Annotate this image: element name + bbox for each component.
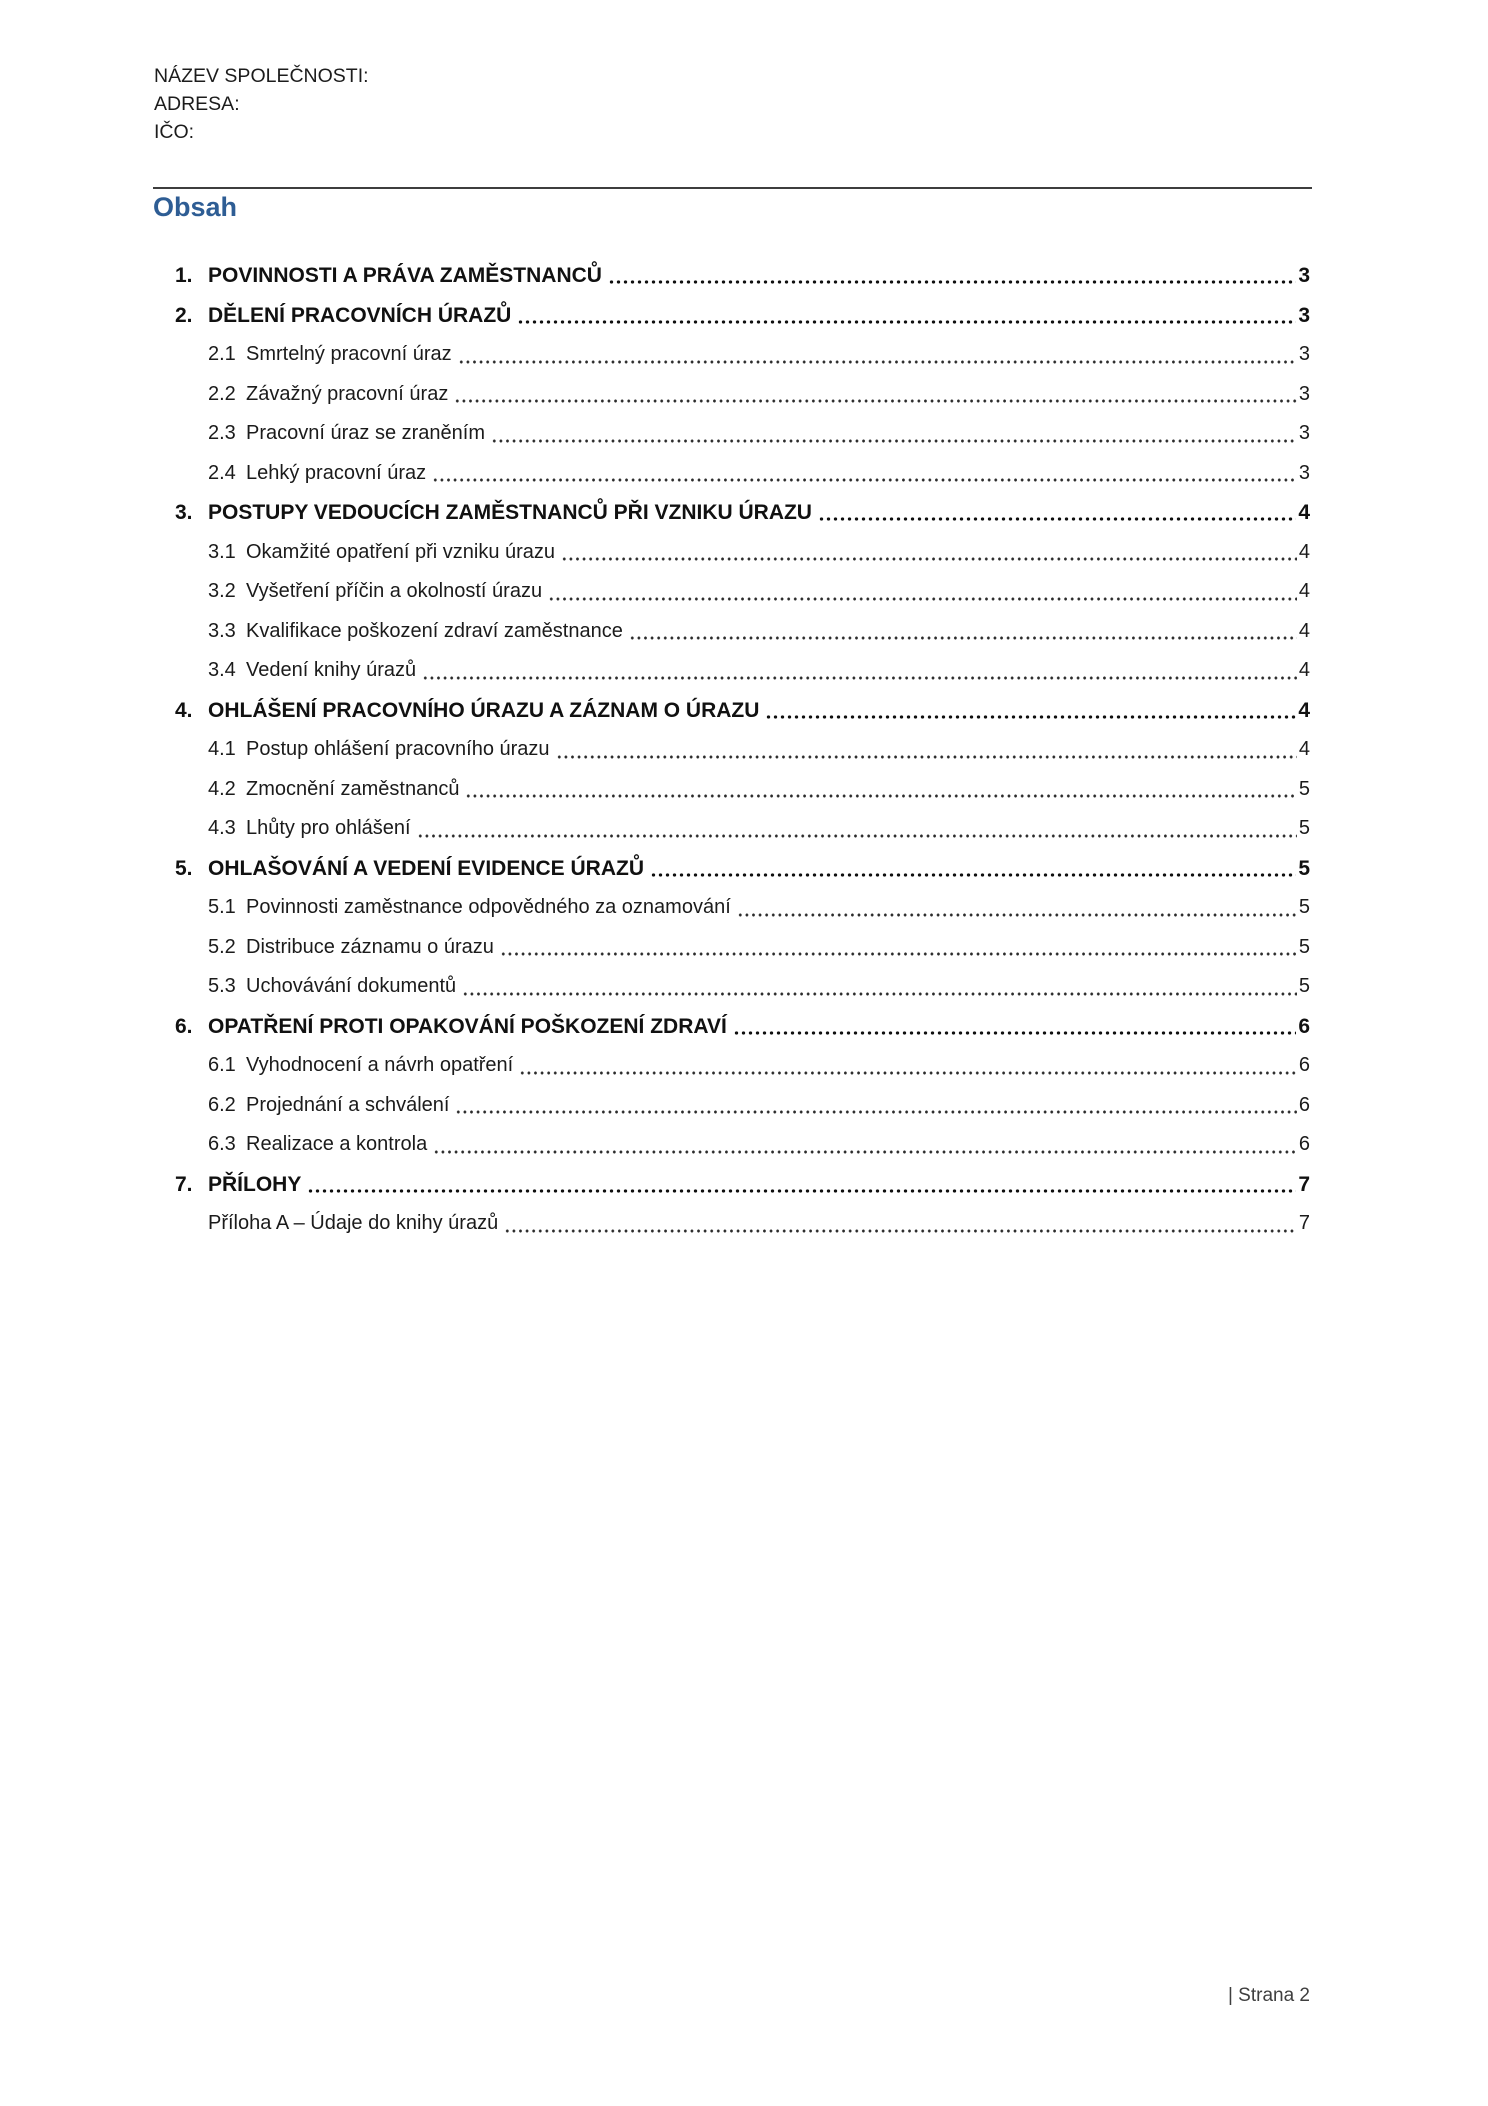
toc-entry (208, 414, 1310, 454)
toc-leader-dots (517, 296, 1296, 325)
toc-entry-label: Vyhodnocení a návrh opatření (246, 1054, 514, 1076)
toc-entry-number: 2.1 (208, 343, 236, 365)
toc-leader-dots (818, 493, 1296, 522)
toc-leader-dots (433, 1125, 1297, 1154)
toc-entry (208, 375, 1310, 415)
toc-entry-number: 2.3 (208, 422, 236, 444)
toc-entry-page: 5 (1298, 817, 1310, 839)
toc-entry-label: DĚLENÍ PRACOVNÍCH ÚRAZŮ (208, 303, 512, 327)
toc-entry-number: 5.3 (208, 975, 236, 997)
toc-entry-page: 3 (1298, 303, 1310, 327)
toc-entry (175, 849, 1310, 889)
toc-entry-label: Realizace a kontrola (246, 1133, 428, 1155)
toc-leader-dots (556, 730, 1297, 759)
toc-entry-number: 5. (175, 856, 193, 880)
toc-entry-label: PŘÍLOHY (208, 1172, 302, 1196)
toc-entry-page: 5 (1298, 935, 1310, 958)
toc-entry-page: 6 (1298, 1133, 1310, 1155)
toc-entry-label: Pracovní úraz se zraněním (246, 422, 485, 444)
toc-entry-number: 3. (175, 501, 193, 524)
toc-entry-page: 4 (1298, 659, 1310, 681)
toc-entry-number: 2. (175, 303, 193, 327)
toc-entry-label: Povinnosti zaměstnance odpovědného za oznamování (246, 896, 731, 918)
toc-entry-number: 4.2 (208, 777, 236, 800)
toc-entry-label: Postup ohlášení pracovního úrazu (246, 738, 550, 760)
toc-entry (208, 454, 1310, 494)
toc-entry-number: 4. (175, 698, 193, 722)
toc-entry-page: 5 (1298, 777, 1310, 800)
toc-entry-page: 3 (1298, 264, 1310, 287)
toc-entry-label: Kvalifikace poškození zdraví zaměstnance (246, 619, 623, 642)
toc-entry-label: Zmocnění zaměstnanců (246, 777, 460, 800)
toc-entry (175, 691, 1310, 731)
toc-entry-page: 7 (1298, 1172, 1310, 1196)
toc-leader-dots (737, 888, 1297, 917)
toc-entry-page: 5 (1298, 896, 1310, 918)
toc-entry (208, 809, 1310, 849)
toc-entry-number: 2.4 (208, 461, 236, 484)
toc-entry-number: 5.1 (208, 896, 236, 918)
toc-entry-page: 4 (1298, 738, 1310, 760)
toc-leader-dots (561, 533, 1297, 562)
toc-leader-dots (422, 651, 1297, 680)
toc-entry-label: Projednání a schválení (246, 1093, 450, 1116)
toc-entry (208, 612, 1310, 652)
toc-entry-page: 6 (1298, 1054, 1310, 1076)
toc-entry-label: POVINNOSTI A PRÁVA ZAMĚSTNANCŮ (208, 264, 602, 287)
toc-entry (208, 572, 1310, 612)
toc-entry-page: 3 (1298, 343, 1310, 365)
toc-entry-page: 4 (1298, 698, 1310, 722)
toc-entry (208, 928, 1310, 968)
toc-entry-label: OPATŘENÍ PROTI OPAKOVÁNÍ POŠKOZENÍ ZDRAVÍ (208, 1014, 727, 1038)
toc-entry-number: 5.2 (208, 935, 236, 958)
toc-leader-dots (765, 691, 1296, 720)
toc-entry (208, 651, 1310, 691)
toc-leader-dots (432, 454, 1297, 483)
toc-entry (208, 335, 1310, 375)
toc-entry-number: 3.4 (208, 659, 236, 681)
toc-entry (208, 770, 1310, 810)
toc-entry-label: OHLÁŠENÍ PRACOVNÍHO ÚRAZU A ZÁZNAM O ÚRAZU (208, 698, 760, 722)
toc-entry-page: 4 (1298, 619, 1310, 642)
toc-entry (208, 730, 1310, 770)
toc-entry-label: Závažný pracovní úraz (246, 382, 449, 405)
toc-entry-label: Uchovávání dokumentů (246, 975, 457, 997)
toc-entry-number: 6. (175, 1014, 193, 1038)
toc-entry-number: 2.2 (208, 382, 236, 405)
toc-entry-page: 7 (1298, 1212, 1310, 1234)
toc-leader-dots (458, 335, 1297, 364)
toc-entry (175, 1007, 1310, 1047)
toc-entry-number: 4.3 (208, 817, 236, 839)
toc-entry-page: 5 (1298, 975, 1310, 997)
toc-entry-number: 4.1 (208, 738, 236, 760)
toc-entry-number: 1. (175, 264, 193, 287)
toc-leader-dots (548, 572, 1297, 601)
toc-leader-dots (733, 1007, 1297, 1036)
toc-leader-dots (307, 1165, 1296, 1194)
toc-entry-label: Smrtelný pracovní úraz (246, 343, 452, 365)
toc-entry-page: 4 (1298, 501, 1310, 524)
toc-entry (175, 256, 1310, 296)
toc-leader-dots (417, 809, 1297, 838)
header-divider (153, 187, 1312, 189)
toc-entry-label: OHLAŠOVÁNÍ A VEDENÍ EVIDENCE ÚRAZŮ (208, 856, 644, 880)
company-ico-line: IČO: (154, 121, 195, 143)
company-address-line: ADRESA: (154, 93, 240, 115)
toc-entry-page: 5 (1298, 856, 1310, 880)
toc-entry-number: 3.1 (208, 540, 236, 563)
toc-entry-number: 6.1 (208, 1054, 236, 1076)
toc-entry-label: Vyšetření příčin a okolností úrazu (246, 580, 543, 602)
toc-entry-label: POSTUPY VEDOUCÍCH ZAMĚSTNANCŮ PŘI VZNIKU ÚRAZU (208, 501, 812, 524)
toc-entry-label: Distribuce záznamu o úrazu (246, 935, 494, 958)
toc-entry-page: 3 (1298, 382, 1310, 405)
page-title: Obsah (153, 192, 238, 222)
page-footer: | Strana 2 (1227, 1985, 1310, 2006)
toc-entry (208, 888, 1310, 928)
toc-leader-dots (519, 1046, 1297, 1075)
toc-entry-page: 6 (1298, 1093, 1310, 1116)
toc-entry-label: Lhůty pro ohlášení (246, 817, 411, 839)
toc-entry-page: 4 (1298, 580, 1310, 602)
toc-leader-dots (629, 612, 1297, 641)
toc-entry-page: 4 (1298, 540, 1310, 563)
toc-leader-dots (650, 849, 1296, 878)
toc-entry-label: Příloha A – Údaje do knihy úrazů (208, 1212, 499, 1234)
toc-entry-number: 6.2 (208, 1093, 236, 1116)
toc-leader-dots (454, 375, 1297, 404)
toc-list (175, 256, 1310, 1244)
toc-entry (208, 1204, 1310, 1244)
toc-entry (208, 1086, 1310, 1126)
toc-leader-dots (608, 256, 1296, 285)
toc-entry-label: Vedení knihy úrazů (246, 659, 417, 681)
toc-entry (208, 1125, 1310, 1165)
toc-entry (208, 967, 1310, 1007)
toc-entry (175, 493, 1310, 533)
company-name-line: NÁZEV SPOLEČNOSTI: (154, 65, 369, 87)
toc-leader-dots (455, 1086, 1296, 1115)
toc-entry-page: 3 (1298, 461, 1310, 484)
toc-leader-dots (462, 967, 1297, 996)
toc-leader-dots (491, 414, 1297, 443)
toc-entry-label: Okamžité opatření při vzniku úrazu (246, 540, 556, 563)
toc-leader-dots (500, 928, 1297, 957)
toc-entry-number: 7. (175, 1172, 193, 1196)
company-header (154, 62, 369, 146)
toc-entry (208, 1046, 1310, 1086)
toc-entry (175, 296, 1310, 336)
toc-entry-number: 6.3 (208, 1133, 236, 1155)
toc-entry-label: Lehký pracovní úraz (246, 461, 427, 484)
toc-entry-number: 3.2 (208, 580, 236, 602)
toc-entry (175, 1165, 1310, 1205)
toc-leader-dots (504, 1204, 1297, 1233)
toc-entry-number: 3.3 (208, 619, 236, 642)
toc-entry-page: 6 (1298, 1014, 1310, 1038)
toc-leader-dots (465, 770, 1296, 799)
toc-entry (208, 533, 1310, 573)
toc-entry-page: 3 (1298, 422, 1310, 444)
